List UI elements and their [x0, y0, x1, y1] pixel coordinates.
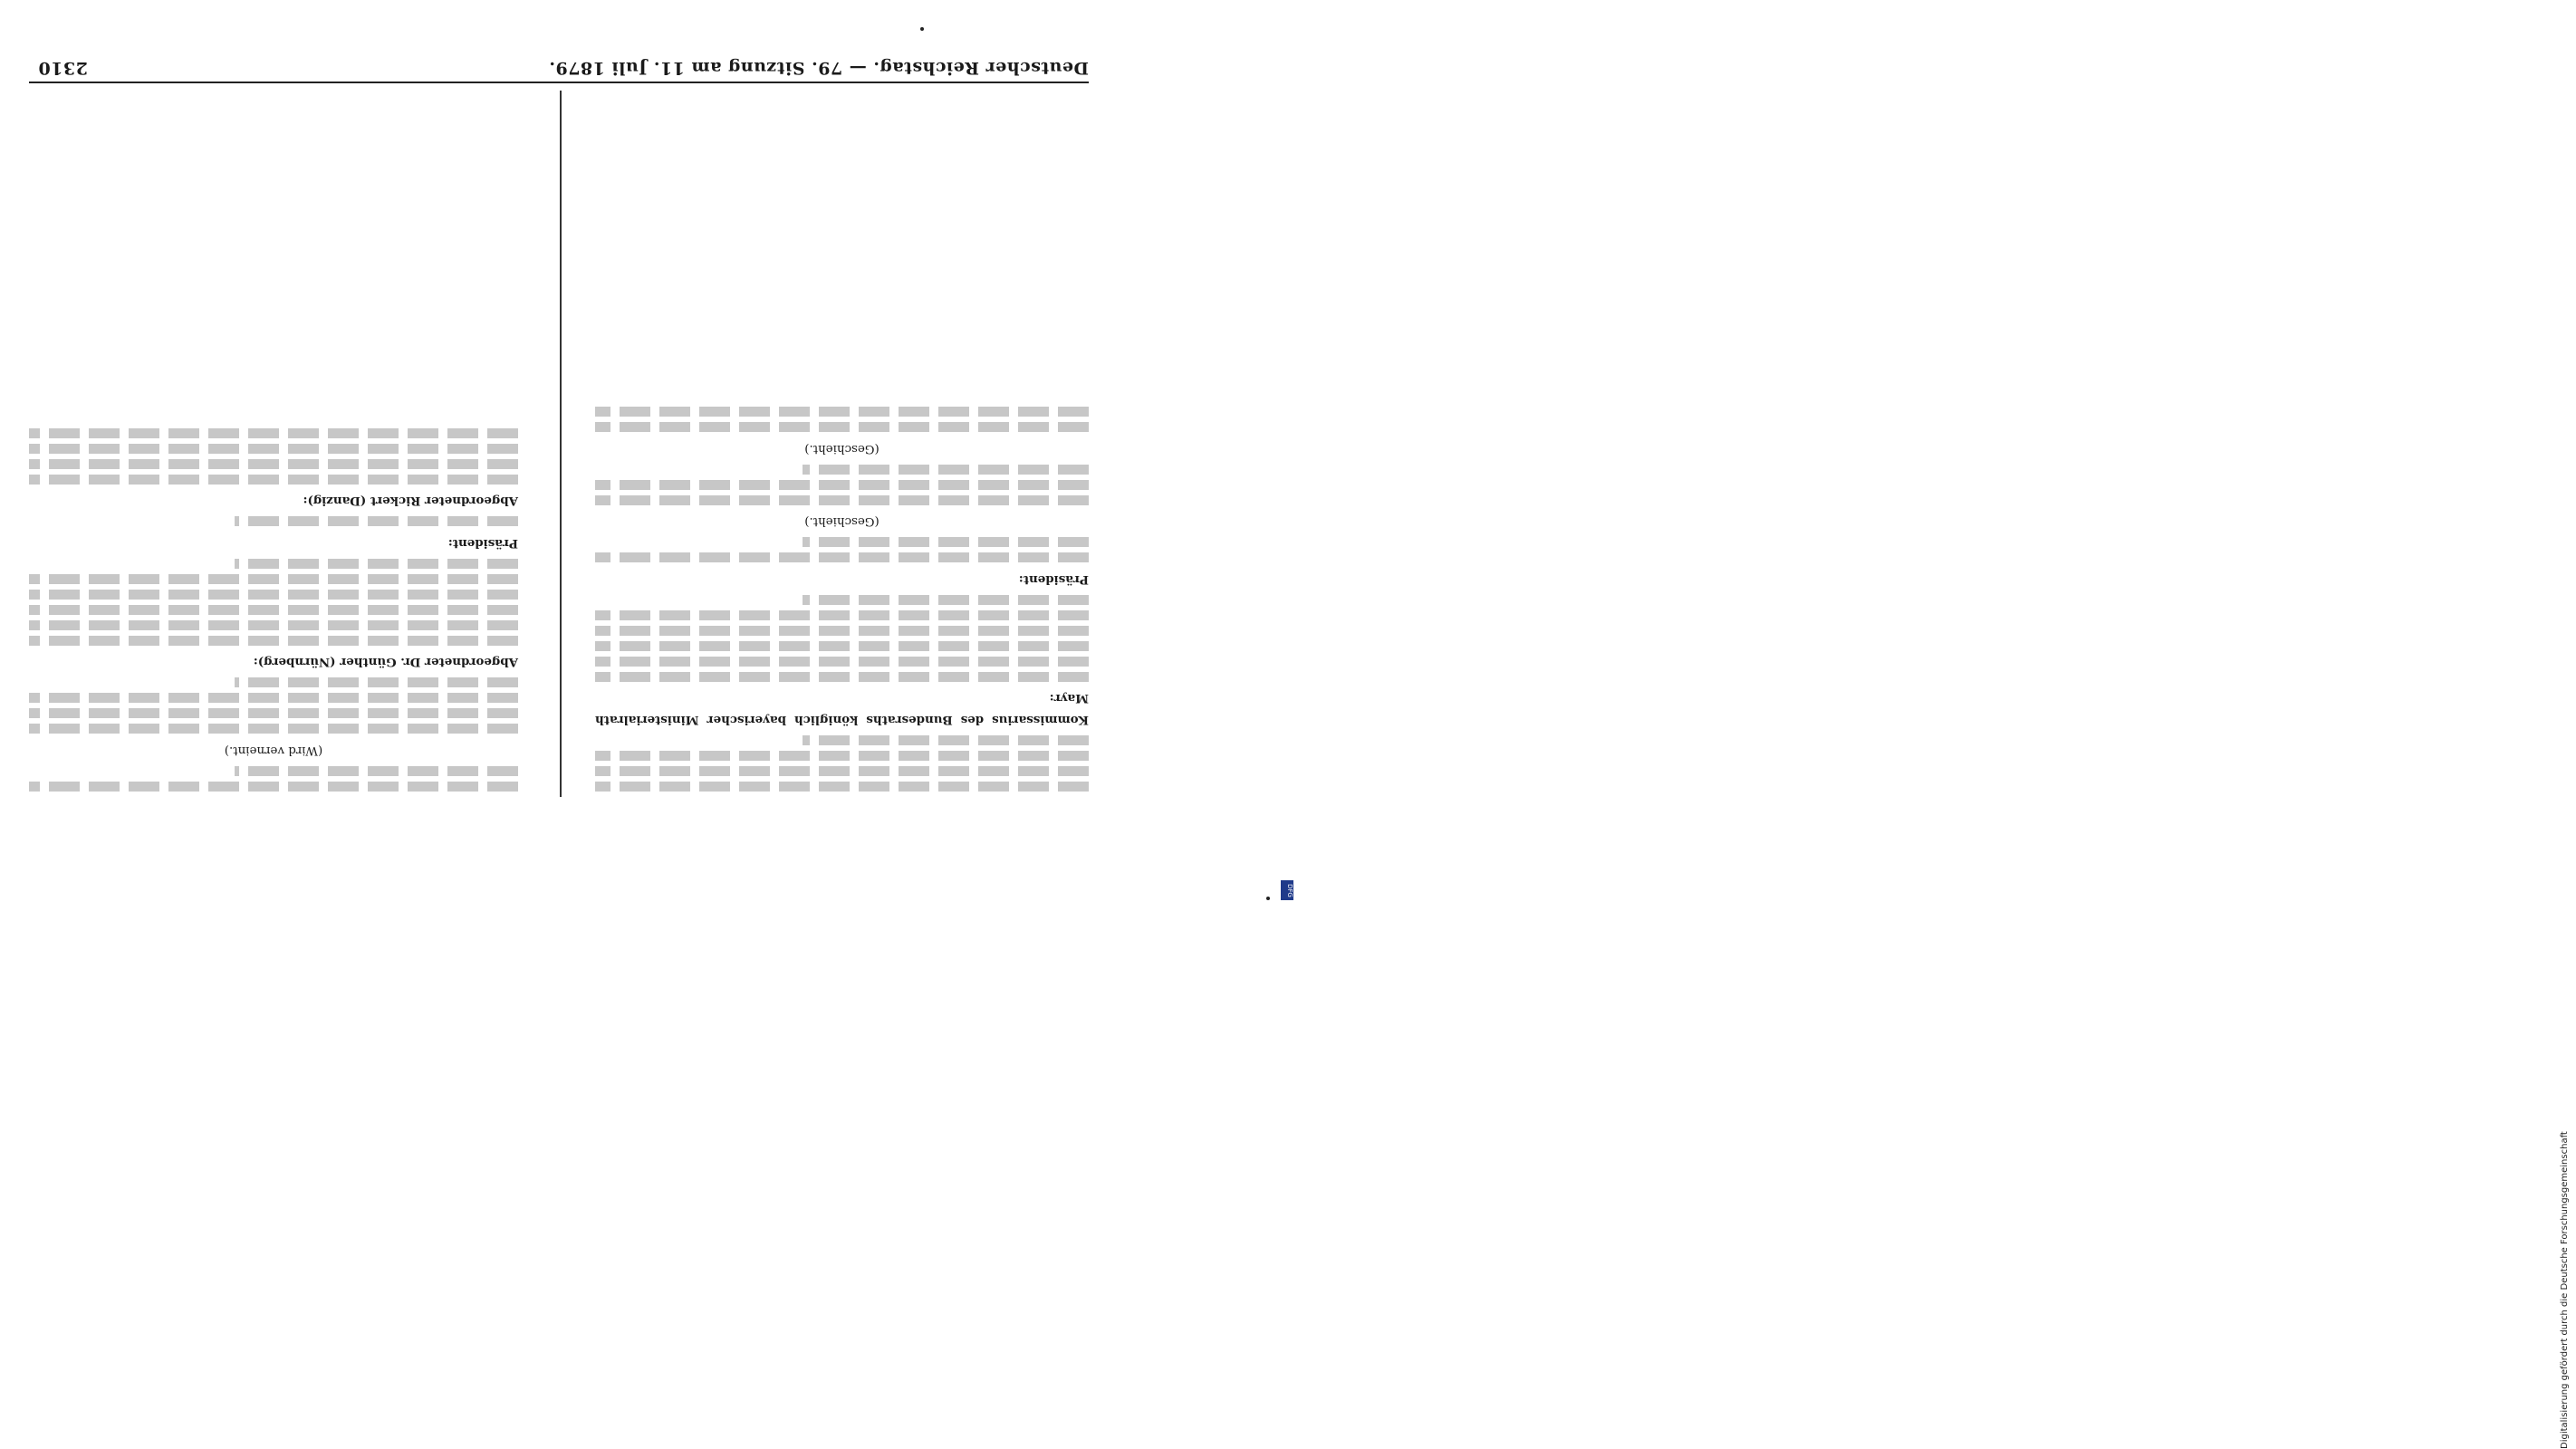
illegible-text-line — [595, 657, 1089, 667]
illegible-text-line — [29, 605, 518, 615]
speaker-line: Abgeordneter Dr. Günther (Nürnberg): — [253, 655, 518, 670]
scanned-page — [0, 0, 1297, 906]
illegible-text-line — [29, 693, 518, 703]
illegible-text-line — [595, 672, 1089, 682]
scan-speck — [1266, 897, 1270, 900]
illegible-text-line — [803, 595, 1089, 605]
page-number: 2310 — [38, 58, 88, 78]
speaker-line: Kommissarius des Bundesraths königlich bayerischer Ministerialrath Mayr: — [595, 691, 1089, 727]
illegible-text-line — [29, 620, 518, 630]
interjection: (Geschieht.) — [804, 514, 879, 529]
left-text-column — [595, 91, 1089, 797]
illegible-text-line — [595, 422, 1089, 432]
illegible-text-line — [29, 428, 518, 438]
illegible-text-line — [29, 724, 518, 734]
interjection: (Geschieht.) — [804, 441, 879, 456]
illegible-text-line — [803, 735, 1089, 745]
illegible-text-line — [29, 782, 518, 792]
illegible-text-line — [595, 407, 1089, 417]
scan-speck — [920, 27, 924, 31]
illegible-text-line — [595, 480, 1089, 490]
illegible-text-line — [595, 766, 1089, 776]
page-header — [38, 53, 1089, 78]
interjection: (Wird verneint.) — [224, 744, 323, 757]
digitization-note: Digitalisierung gefördert durch die Deutsche Forschungsgemeinschaft — [2560, 1131, 2570, 1449]
illegible-text-line — [595, 641, 1089, 651]
illegible-text-line — [235, 766, 518, 776]
illegible-text-line — [29, 444, 518, 454]
illegible-text-line — [29, 636, 518, 646]
illegible-text-line — [595, 495, 1089, 505]
illegible-text-line — [595, 782, 1089, 792]
illegible-text-line — [29, 475, 518, 485]
dfg-logo: DFG — [1281, 880, 1293, 900]
speaker-line: Präsident: — [1018, 571, 1089, 587]
illegible-text-line — [595, 626, 1089, 636]
speaker-line: Präsident: — [447, 535, 518, 551]
illegible-text-line — [595, 552, 1089, 562]
illegible-text-line — [29, 708, 518, 718]
illegible-text-line — [803, 465, 1089, 475]
illegible-text-line — [29, 574, 518, 584]
illegible-text-line — [595, 610, 1089, 620]
header-rule — [29, 82, 1089, 83]
illegible-text-line — [29, 590, 518, 600]
right-text-column — [29, 91, 518, 797]
running-title: Deutscher Reichstag. — 79. Sitzung am 11. Juli 1879. — [548, 58, 1089, 78]
illegible-text-line — [235, 559, 518, 569]
illegible-text-line — [803, 537, 1089, 547]
illegible-text-line — [29, 459, 518, 469]
illegible-text-line — [235, 677, 518, 687]
column-divider — [560, 91, 562, 797]
illegible-text-line — [235, 516, 518, 526]
illegible-text-line — [595, 751, 1089, 761]
speaker-line: Abgeordneter Rickert (Danzig): — [303, 494, 518, 509]
